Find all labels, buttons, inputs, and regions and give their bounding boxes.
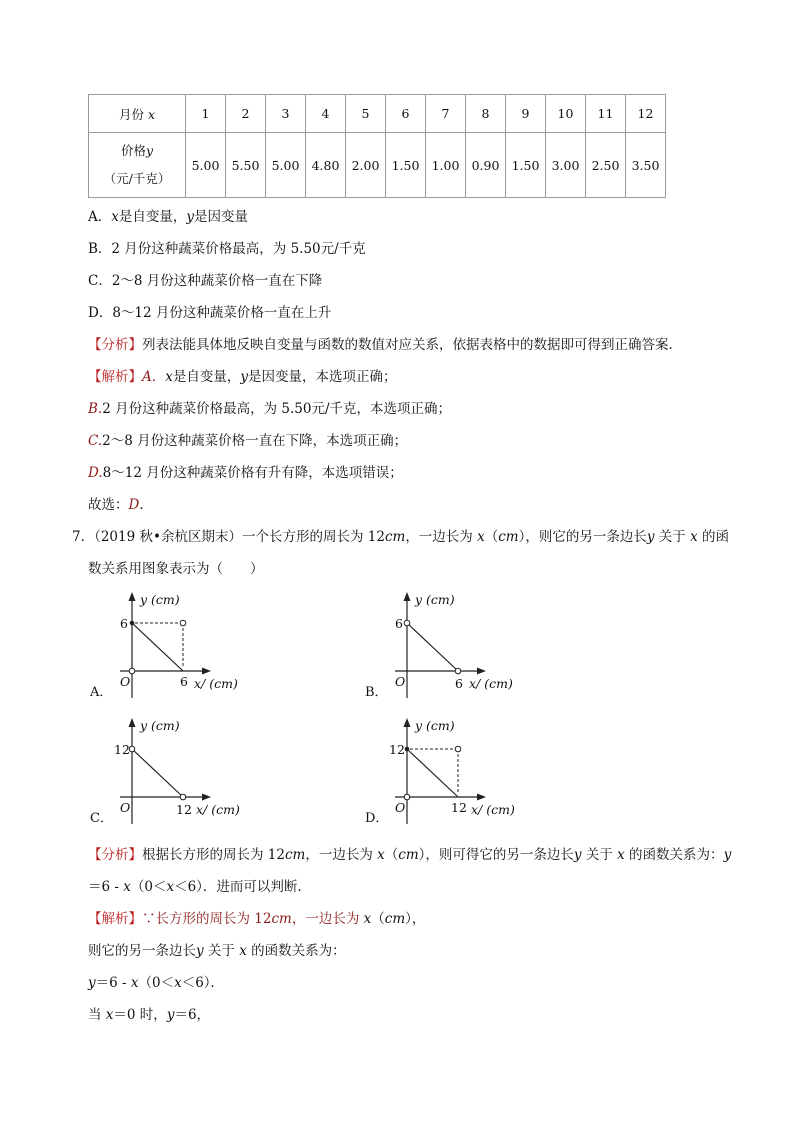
y-axis-label: y (cm)	[140, 592, 180, 607]
solution-6-d: D.8～12 月份这种蔬菜价格有升有降，本选项错误；	[88, 465, 403, 481]
table-cell: 1	[186, 95, 226, 133]
table-cell: 1.50	[386, 133, 426, 198]
price-table	[88, 94, 666, 198]
price-unit: （元/千克）	[103, 171, 171, 186]
table-cell: 5.00	[186, 133, 226, 198]
table-cell: 9	[506, 95, 546, 133]
graph-d	[385, 714, 625, 834]
table-cell: 2.50	[586, 133, 626, 198]
question-7-line2: 数关系用图象表示为（ ）	[88, 561, 264, 577]
y-axis-label: y (cm)	[415, 592, 455, 607]
header-month: 月份 x	[89, 95, 186, 133]
table-cell: 5	[346, 95, 386, 133]
graph-b-label: B．	[365, 685, 388, 700]
y-axis-label: y (cm)	[415, 718, 455, 733]
x-axis-label: x/ (cm)	[469, 676, 513, 691]
table-cell: 3.50	[626, 133, 666, 198]
analysis-tag: 【分析】	[88, 337, 142, 353]
solution-7-line2: 则它的另一条边长y 关于 x 的函数关系为：	[88, 943, 346, 959]
origin-label: O	[395, 674, 406, 689]
x-axis-label: x/ (cm)	[196, 802, 240, 817]
table-cell: 6	[386, 95, 426, 133]
origin-label: O	[120, 800, 131, 815]
table-cell: 3	[266, 95, 306, 133]
origin-label: O	[120, 674, 131, 689]
table-row-month	[89, 95, 666, 133]
table-cell: 3.00	[546, 133, 586, 198]
graph-c-label: C．	[90, 811, 113, 826]
solution-tag: 【解析】	[88, 911, 142, 927]
table-row-price	[89, 133, 666, 198]
table-cell: 2.00	[346, 133, 386, 198]
option-b: B．2 月份这种蔬菜价格最高，为 5.50元/千克	[88, 241, 366, 257]
graph-a	[110, 588, 350, 708]
x-axis-label: x/ (cm)	[194, 676, 238, 691]
solution-6-c: C.2～8 月份这种蔬菜价格一直在下降，本选项正确；	[88, 433, 408, 449]
y-tick: 6	[395, 616, 403, 631]
table-cell: 11	[586, 95, 626, 133]
table-cell: 4	[306, 95, 346, 133]
graph-b	[385, 588, 625, 708]
table-cell: 10	[546, 95, 586, 133]
analysis-6: 【分析】列表法能具体地反映自变量与函数的数值对应关系，依据表格中的数据即可得到正确答案．	[88, 337, 682, 353]
analysis-7-line1: 【分析】根据长方形的周长为 12cm，一边长为 x（cm），则可得它的另一条边长y 关于 x 的函数关系为：y	[88, 847, 732, 863]
graph-d-label: D．	[365, 811, 389, 826]
x-axis-label: x/ (cm)	[471, 802, 515, 817]
header-price: 价格y （元/千克）	[89, 133, 186, 198]
table-cell: 5.50	[226, 133, 266, 198]
table-cell: 1.50	[506, 133, 546, 198]
solution-7-line1: 【解析】∵长方形的周长为 12cm，一边长为 x（cm），	[88, 911, 426, 927]
solution-tag: 【解析】	[88, 369, 142, 385]
question-7-line1: 7．（2019 秋•余杭区期末）一个长方形的周长为 12cm，一边长为 x（cm），则它的另一条边长y 关于 x 的函	[72, 529, 730, 545]
x-tick: 12	[451, 800, 467, 815]
table-cell: 4.80	[306, 133, 346, 198]
solution-6-b: B.2 月份这种蔬菜价格最高，为 5.50元/千克，本选项正确；	[88, 401, 451, 417]
x-tick: 6	[180, 674, 188, 689]
analysis-tag: 【分析】	[88, 847, 142, 863]
y-tick: 12	[389, 742, 405, 757]
y-tick: 12	[114, 742, 130, 757]
table-cell: 5.00	[266, 133, 306, 198]
solution-6-a: 【解析】A．x是自变量，y是因变量，本选项正确；	[88, 369, 397, 385]
analysis-7-line2: ＝6 - x（0＜x＜6）．进而可以判断．	[88, 879, 311, 895]
option-c: C．2～8 月份这种蔬菜价格一直在下降	[88, 273, 323, 289]
x-tick: 12	[176, 802, 192, 817]
x-tick: 6	[455, 676, 463, 691]
y-axis-label: y (cm)	[140, 718, 180, 733]
table-cell: 7	[426, 95, 466, 133]
table-cell: 8	[466, 95, 506, 133]
option-d: D．8～12 月份这种蔬菜价格一直在上升	[88, 305, 332, 321]
table-cell: 12	[626, 95, 666, 133]
solution-7-line3: y＝6 - x（0＜x＜6）．	[88, 975, 225, 991]
table-cell: 2	[226, 95, 266, 133]
origin-label: O	[395, 800, 406, 815]
graph-a-label: A．	[90, 685, 113, 700]
solution-6-answer: 故选：D．	[88, 497, 153, 513]
solution-7-line4: 当 x＝0 时，y＝6，	[88, 1007, 211, 1023]
table-cell: 0.90	[466, 133, 506, 198]
table-cell: 1.00	[426, 133, 466, 198]
graph-c	[110, 714, 350, 834]
y-tick: 6	[120, 616, 128, 631]
option-a: A．x是自变量，y是因变量	[88, 209, 249, 225]
